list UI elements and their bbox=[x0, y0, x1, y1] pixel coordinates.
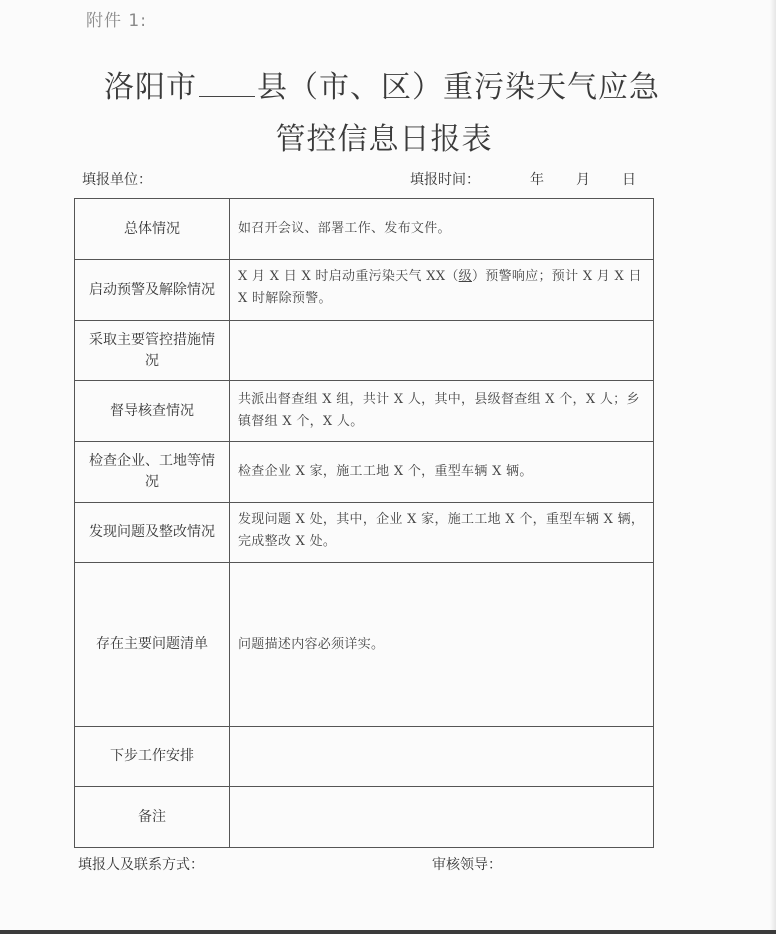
review-leader-label: 审核领导： bbox=[432, 857, 502, 873]
warning-text-end: ）预警响应；预计 X 月 X 日 X 时解除预警。 bbox=[238, 269, 642, 306]
row-label: 备注 bbox=[75, 787, 230, 848]
table-row bbox=[75, 727, 654, 787]
row-label: 检查企业、工地等情况 bbox=[75, 442, 230, 503]
fill-time-label: 填报时间： bbox=[410, 172, 480, 188]
row-label: 采取主要管控措施情况 bbox=[75, 321, 230, 381]
title-city: 洛阳市 bbox=[104, 70, 197, 105]
warning-level-blank: 级 bbox=[458, 269, 472, 284]
row-value: 如召开会议、部署工作、发布文件。 bbox=[230, 199, 654, 260]
row-label: 督导核查情况 bbox=[75, 381, 230, 442]
report-table bbox=[74, 198, 654, 848]
row-label: 发现问题及整改情况 bbox=[75, 503, 230, 563]
filler-contact-label: 填报人及联系方式： bbox=[78, 857, 204, 873]
date-fields bbox=[530, 169, 668, 189]
row-value bbox=[230, 787, 654, 848]
year-label: 年 bbox=[530, 172, 544, 188]
table-row bbox=[75, 381, 654, 442]
attachment-label: 附件 1: bbox=[86, 11, 147, 31]
row-value: 问题描述内容必须详实。 bbox=[230, 563, 654, 727]
page-bottom-edge bbox=[0, 930, 776, 934]
table-row bbox=[75, 503, 654, 563]
row-label: 下步工作安排 bbox=[75, 727, 230, 787]
scan-edge-shadow bbox=[770, 0, 776, 934]
row-value bbox=[230, 260, 654, 321]
row-value: 共派出督查组 X 组，共计 X 人，其中，县级督查组 X 个，X 人；乡镇督组 X 个，X 人。 bbox=[230, 381, 654, 442]
month-label: 月 bbox=[576, 172, 590, 188]
table-row bbox=[75, 442, 654, 503]
row-value: 发现问题 X 处，其中，企业 X 家，施工工地 X 个，重型车辆 X 辆，完成整改 X 处。 bbox=[230, 503, 654, 563]
row-label: 启动预警及解除情况 bbox=[75, 260, 230, 321]
day-label: 日 bbox=[622, 172, 636, 188]
title-line-1 bbox=[0, 62, 770, 106]
table-row bbox=[75, 787, 654, 848]
table-row bbox=[75, 563, 654, 727]
title-rest: 县（市、区）重污染天气应急 bbox=[257, 70, 660, 105]
county-blank-line bbox=[199, 68, 255, 97]
table-row bbox=[75, 199, 654, 260]
row-value: 检查企业 X 家，施工工地 X 个，重型车辆 X 辆。 bbox=[230, 442, 654, 503]
title-line-2: 管控信息日报表 bbox=[275, 122, 493, 157]
fill-unit-label: 填报单位： bbox=[82, 172, 152, 188]
row-label: 总体情况 bbox=[75, 199, 230, 260]
row-label: 存在主要问题清单 bbox=[75, 563, 230, 727]
warning-text-start: X 月 X 日 X 时启动重污染天气 XX（ bbox=[238, 269, 459, 284]
row-value bbox=[230, 727, 654, 787]
table-row bbox=[75, 321, 654, 381]
table-row bbox=[75, 260, 654, 321]
row-value bbox=[230, 321, 654, 381]
